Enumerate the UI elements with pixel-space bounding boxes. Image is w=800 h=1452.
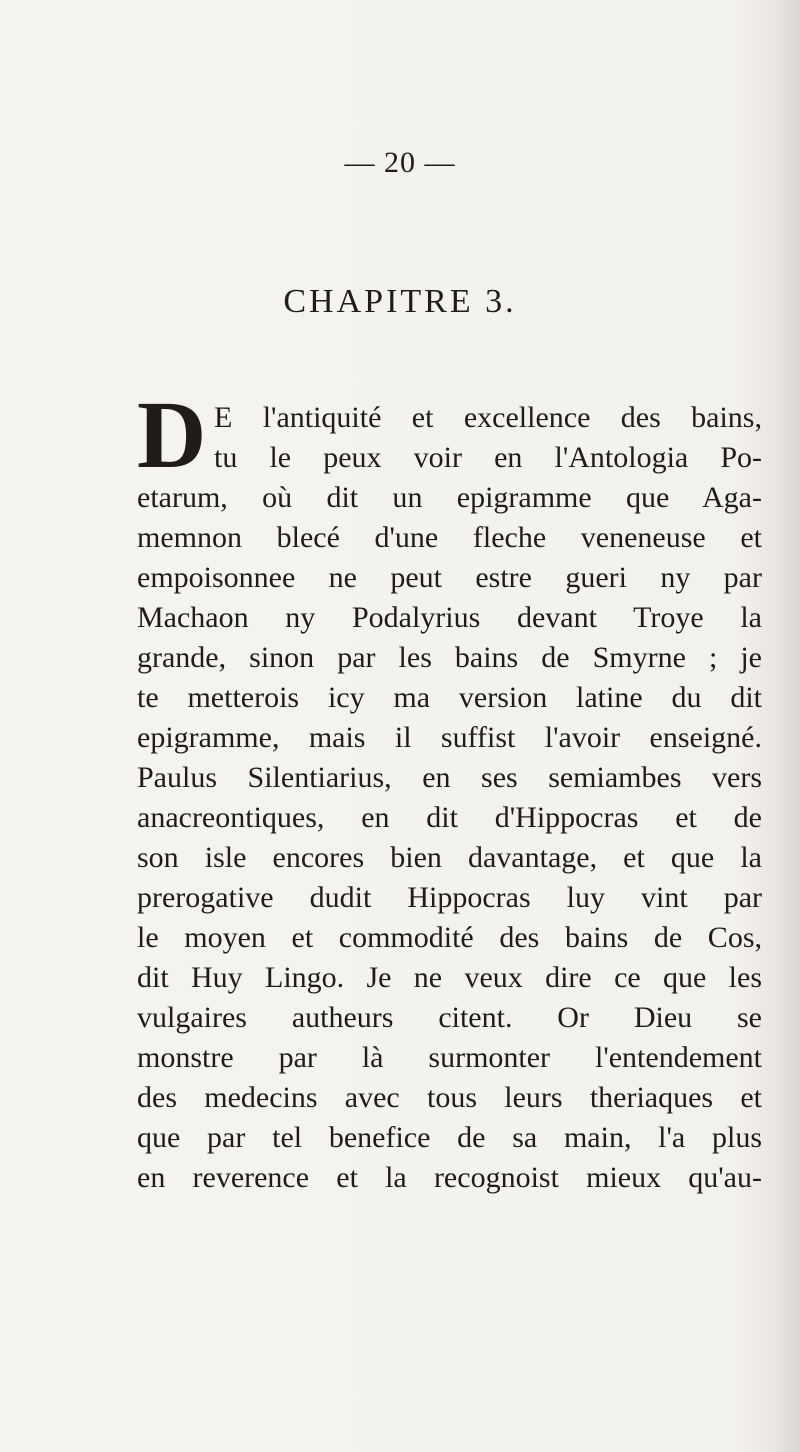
text-line: memnon blecé d'une fleche veneneuse et — [137, 521, 762, 554]
text-line: dit Huy Lingo. Je ne veux dire ce que les — [137, 961, 762, 994]
text-line: vulgaires autheurs citent. Or Dieu se — [137, 1001, 762, 1034]
text-line: te metterois icy ma version latine du dit — [137, 681, 762, 714]
text-line: E l'antiquité et excellence des bains, — [214, 401, 762, 434]
text-line: le moyen et commodité des bains de Cos, — [137, 921, 762, 954]
text-line: empoisonnee ne peut estre gueri ny par — [137, 561, 762, 594]
text-line: anacreontiques, en dit d'Hippocras et de — [137, 801, 762, 834]
text-line: des medecins avec tous leurs theriaques et — [137, 1081, 762, 1114]
text-line: Machaon ny Podalyrius devant Troye la — [137, 601, 762, 634]
text-line: epigramme, mais il suffist l'avoir enseigné. — [137, 721, 762, 754]
text-line: monstre par là surmonter l'entendement — [137, 1041, 762, 1074]
text-line: Paulus Silentiarius, en ses semiambes vers — [137, 761, 762, 794]
drop-cap: D — [137, 381, 207, 488]
text-line: que par tel benefice de sa main, l'a plus — [137, 1121, 762, 1154]
text-line: tu le peux voir en l'Antologia Po- — [214, 441, 762, 474]
body-text — [137, 381, 762, 1198]
text-line: grande, sinon par les bains de Smyrne ; je — [137, 641, 762, 674]
text-line: en reverence et la recognoist mieux qu'au- — [137, 1161, 762, 1194]
text-line: son isle encores bien davantage, et que la — [137, 841, 762, 874]
page-number: — 20 — — [344, 146, 456, 179]
chapter-title: CHAPITRE 3. — [283, 283, 517, 320]
text-line: etarum, où dit un epigramme que Aga- — [137, 481, 762, 514]
text-line: prerogative dudit Hippocras luy vint par — [137, 881, 762, 914]
